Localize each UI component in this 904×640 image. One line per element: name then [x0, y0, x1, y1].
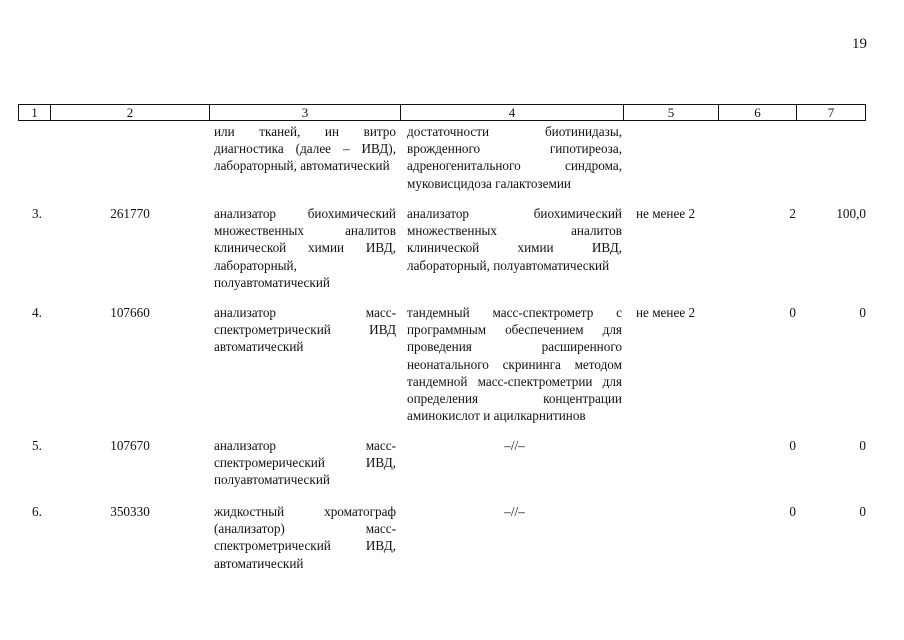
- row-name: анализатор масс-спектрометрический ИВД автоматический: [214, 305, 396, 355]
- row-code: 350330: [110, 504, 150, 519]
- row-code: 107660: [110, 305, 150, 320]
- row-requirement: не менее 2: [636, 305, 696, 320]
- row-description: тандемный масс-спектрометр с программным обеспечением для проведения расширенного неонатального скрининга методом тандемной масс-спектрометрии для определения концентрации аминокислот и ацилкарнитинов: [407, 305, 622, 424]
- row-description-ditto: –//–: [504, 438, 525, 453]
- row-code: 261770: [110, 206, 150, 221]
- row-percent: 0: [859, 305, 866, 320]
- row-name: анализатор биохимический множественных аналитов клинической химии ИВД, лабораторный, полуавтоматический: [214, 206, 396, 290]
- row-name: жидкостный хроматограф (анализатор) масс-спектрометрический ИВД, автоматический: [214, 504, 396, 571]
- header-cell-7: 7: [827, 105, 835, 120]
- row-number: 3.: [32, 206, 42, 221]
- row-requirement: не менее 2: [636, 206, 696, 221]
- row-quantity: 0: [789, 305, 796, 320]
- row-quantity: 2: [789, 206, 796, 221]
- header-cell-2: 2: [51, 105, 210, 120]
- header-cell-4: 4: [401, 105, 624, 120]
- table-header-row: [18, 104, 866, 121]
- row-percent: 100,0: [836, 206, 866, 221]
- row-quantity: 0: [789, 504, 796, 519]
- row-name: анализатор масс-спектромерический ИВД, полуавтоматический: [214, 438, 396, 488]
- row-quantity: 0: [789, 438, 796, 453]
- row-percent: 0: [859, 504, 866, 519]
- row-code: 107670: [110, 438, 150, 453]
- header-cell-1: 1: [19, 105, 51, 120]
- row-description-ditto: –//–: [504, 504, 525, 519]
- header-cell-6: 6: [719, 105, 797, 120]
- row-number: 4.: [32, 305, 42, 320]
- header-cell-3: 3: [210, 105, 401, 120]
- header-cell-5: 5: [624, 105, 719, 120]
- continuation-description-cell: достаточности биотинидазы, врожденного гипотиреоза, адреногенитального синдрома, муковисцидоза галактоземии: [407, 124, 622, 191]
- page-number: 19: [852, 36, 867, 52]
- row-description: анализатор биохимический множественных аналитов клинической химии ИВД, лабораторный, полуавтоматический: [407, 206, 622, 273]
- continuation-name-cell: или тканей, ин витро диагностика (далее – ИВД), лабораторный, автоматический: [214, 124, 396, 174]
- row-percent: 0: [859, 438, 866, 453]
- row-number: 6.: [32, 504, 42, 519]
- row-number: 5.: [32, 438, 42, 453]
